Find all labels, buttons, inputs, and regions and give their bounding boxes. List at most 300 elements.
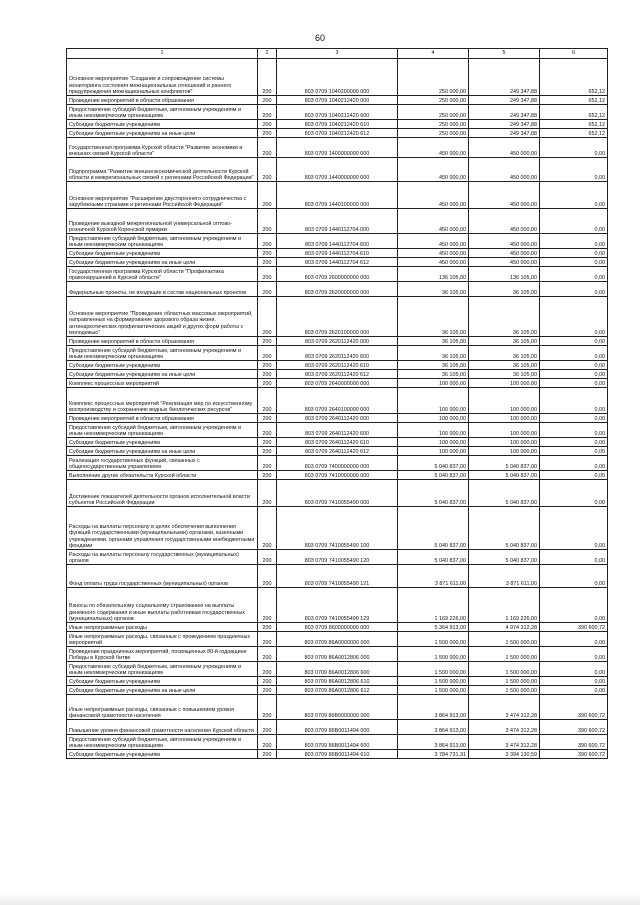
table-row xyxy=(67,632,608,647)
fact-cell: 100 000,00 xyxy=(469,423,540,438)
row-name-cell: Субсидии бюджетным учреждениям xyxy=(67,249,258,258)
code-cell: 803 0709 2640112420 610 xyxy=(277,438,398,447)
ved-cell: 200 xyxy=(258,423,277,438)
remainder-cell: 0,00 xyxy=(540,158,608,182)
remainder-cell: 0,00 xyxy=(540,370,608,379)
code-cell: 803 0709 2640100000 000 xyxy=(277,388,398,414)
row-name-cell: Субсидии бюджетным учреждениям на иные цели xyxy=(67,129,258,138)
table-row xyxy=(67,138,608,158)
row-name-cell: Субсидии бюджетным учреждениям xyxy=(67,750,258,759)
table-row xyxy=(67,282,608,297)
remainder-cell: 0,00 xyxy=(540,662,608,677)
plan-cell: 3 784 731,31 xyxy=(398,750,469,759)
ved-cell: 200 xyxy=(258,129,277,138)
fact-cell: 100 000,00 xyxy=(469,379,540,388)
table-row xyxy=(67,297,608,337)
table-row xyxy=(67,647,608,662)
table-row xyxy=(67,480,608,507)
code-cell: 803 0709 7400000000 000 xyxy=(277,456,398,471)
fact-cell: 450 000,00 xyxy=(469,234,540,249)
table-row xyxy=(67,471,608,480)
fact-cell: 450 000,00 xyxy=(469,249,540,258)
fact-cell: 100 000,00 xyxy=(469,414,540,423)
fact-cell: 249 347,88 xyxy=(469,129,540,138)
table-row xyxy=(67,388,608,414)
row-name-cell: Федеральные проекты, не входящие в состав национальных проектов xyxy=(67,282,258,297)
code-cell: 803 0709 86B0011494 600 xyxy=(277,735,398,750)
remainder-cell: 0,00 xyxy=(540,379,608,388)
code-cell: 803 0709 7410055490 121 xyxy=(277,565,398,588)
ved-cell: 200 xyxy=(258,438,277,447)
code-cell: 803 0709 2640112420 600 xyxy=(277,423,398,438)
row-name-cell: Субсидии бюджетным учреждениям на иные цели xyxy=(67,258,258,267)
fact-cell: 249 347,88 xyxy=(469,120,540,129)
ved-cell: 200 xyxy=(258,647,277,662)
fact-cell: 36 105,00 xyxy=(469,361,540,370)
fact-cell: 1 500 000,00 xyxy=(469,677,540,686)
ved-cell: 200 xyxy=(258,388,277,414)
row-name-cell: Выполнение других обязательств Курской области xyxy=(67,471,258,480)
row-name-cell: Государственная программа Курской области "Профилактика правонарушений в Курской области" xyxy=(67,267,258,282)
remainder-cell: 0,00 xyxy=(540,447,608,456)
column-header: 5 xyxy=(469,49,540,59)
ved-cell: 200 xyxy=(258,282,277,297)
fact-cell: 36 105,00 xyxy=(469,282,540,297)
table-row xyxy=(67,677,608,686)
fact-cell: 1 500 000,00 xyxy=(469,647,540,662)
ved-cell: 200 xyxy=(258,632,277,647)
code-cell: 803 0709 2620112420 612 xyxy=(277,370,398,379)
plan-cell: 250 000,00 xyxy=(398,129,469,138)
plan-cell: 1 169 226,00 xyxy=(398,588,469,623)
fact-cell: 136 105,00 xyxy=(469,267,540,282)
ved-cell: 200 xyxy=(258,735,277,750)
code-cell: 803 0709 1040212420 600 xyxy=(277,105,398,120)
code-cell: 803 0709 2640000000 000 xyxy=(277,379,398,388)
code-cell: 803 0709 1440112704 610 xyxy=(277,249,398,258)
table-row xyxy=(67,209,608,234)
code-cell: 803 0709 1440000000 000 xyxy=(277,158,398,182)
column-header: 1 xyxy=(67,49,258,59)
table-row xyxy=(67,361,608,370)
ved-cell: 200 xyxy=(258,456,277,471)
fact-cell: 36 105,00 xyxy=(469,346,540,361)
table-row xyxy=(67,337,608,346)
code-cell: 803 0709 7410000000 000 xyxy=(277,471,398,480)
plan-cell: 3 864 913,00 xyxy=(398,735,469,750)
remainder-cell: 652,12 xyxy=(540,129,608,138)
fact-cell: 249 347,88 xyxy=(469,59,540,96)
plan-cell: 100 000,00 xyxy=(398,379,469,388)
fact-cell: 3 871 611,00 xyxy=(469,565,540,588)
remainder-cell: 0,00 xyxy=(540,471,608,480)
fact-cell: 249 347,88 xyxy=(469,105,540,120)
fact-cell: 249 347,88 xyxy=(469,96,540,105)
remainder-cell: 0,00 xyxy=(540,588,608,623)
table-row xyxy=(67,249,608,258)
code-cell: 803 0709 1440112704 600 xyxy=(277,234,398,249)
plan-cell: 5 040 837,00 xyxy=(398,471,469,480)
fact-cell: 5 040 837,00 xyxy=(469,471,540,480)
column-header: 6 xyxy=(540,49,608,59)
remainder-cell: 0,00 xyxy=(540,337,608,346)
plan-cell: 250 000,00 xyxy=(398,105,469,120)
fact-cell: 1 500 000,00 xyxy=(469,662,540,677)
remainder-cell: 0,00 xyxy=(540,438,608,447)
ved-cell: 200 xyxy=(258,158,277,182)
fact-cell: 1 500 000,00 xyxy=(469,686,540,695)
ved-cell: 200 xyxy=(258,234,277,249)
table-row xyxy=(67,447,608,456)
ved-cell: 200 xyxy=(258,346,277,361)
ved-cell: 200 xyxy=(258,414,277,423)
ved-cell: 200 xyxy=(258,677,277,686)
table-row xyxy=(67,129,608,138)
code-cell: 803 0709 1400000000 000 xyxy=(277,138,398,158)
code-cell: 803 0709 1040212420 610 xyxy=(277,120,398,129)
table-row xyxy=(67,588,608,623)
plan-cell: 250 000,00 xyxy=(398,96,469,105)
fact-cell: 36 105,00 xyxy=(469,297,540,337)
row-name-cell: Проведение праздничных мероприятий, посвященных 80-й годовщине Победы в Курской битве xyxy=(67,647,258,662)
remainder-cell: 0,00 xyxy=(540,182,608,209)
table-row xyxy=(67,507,608,550)
plan-cell: 450 000,00 xyxy=(398,258,469,267)
table-row xyxy=(67,720,608,735)
plan-cell: 1 500 000,00 xyxy=(398,686,469,695)
ved-cell: 200 xyxy=(258,550,277,565)
ved-cell: 200 xyxy=(258,662,277,677)
remainder-cell: 0,00 xyxy=(540,677,608,686)
code-cell: 803 0709 86B0011494 000 xyxy=(277,720,398,735)
table-row xyxy=(67,414,608,423)
ved-cell: 200 xyxy=(258,507,277,550)
row-name-cell: Иные непрограммные расходы, связанные с повышением уровня финансовой грамотности населения xyxy=(67,695,258,720)
remainder-cell: 0,00 xyxy=(540,258,608,267)
table-row xyxy=(67,105,608,120)
plan-cell: 100 000,00 xyxy=(398,423,469,438)
table-row xyxy=(67,258,608,267)
row-name-cell: Субсидии бюджетным учреждениям xyxy=(67,677,258,686)
row-name-cell: Государственная программа Курской области "Развитие экономики и внешних связей Курской области" xyxy=(67,138,258,158)
remainder-cell: 390 600,72 xyxy=(540,735,608,750)
row-name-cell: Субсидии бюджетным учреждениям xyxy=(67,120,258,129)
plan-cell: 450 000,00 xyxy=(398,234,469,249)
fact-cell: 3 474 312,28 xyxy=(469,735,540,750)
code-cell: 803 0709 7410055490 120 xyxy=(277,550,398,565)
remainder-cell: 0,00 xyxy=(540,267,608,282)
row-name-cell: Субсидии бюджетным учреждениям xyxy=(67,361,258,370)
row-name-cell: Реализация государственных функций, связанных с общегосударственным управлением xyxy=(67,456,258,471)
table-row xyxy=(67,565,608,588)
remainder-cell: 0,00 xyxy=(540,686,608,695)
row-name-cell: Основное мероприятие "Проведение областных массовых мероприятий, направленных на формирование здорового образа жизни, антинаркотических профилактических акций и других форм работы с молодежью" xyxy=(67,297,258,337)
remainder-cell: 0,00 xyxy=(540,234,608,249)
plan-cell: 250 000,00 xyxy=(398,120,469,129)
code-cell: 803 0709 2620112420 610 xyxy=(277,361,398,370)
row-name-cell: Предоставление субсидий бюджетным, автономным учреждениям и иным некоммерческим организациям xyxy=(67,735,258,750)
row-name-cell: Иные непрограммные расходы xyxy=(67,623,258,632)
table-row xyxy=(67,96,608,105)
plan-cell: 36 105,00 xyxy=(398,370,469,379)
plan-cell: 3 871 611,00 xyxy=(398,565,469,588)
table-row xyxy=(67,750,608,759)
fact-cell: 1 169 226,00 xyxy=(469,588,540,623)
code-cell: 803 0709 7410055490 129 xyxy=(277,588,398,623)
column-header: 4 xyxy=(398,49,469,59)
table-row xyxy=(67,346,608,361)
code-cell: 803 0709 86B0011494 610 xyxy=(277,750,398,759)
plan-cell: 100 000,00 xyxy=(398,447,469,456)
table-row xyxy=(67,662,608,677)
plan-cell: 1 500 000,00 xyxy=(398,632,469,647)
remainder-cell: 0,00 xyxy=(540,282,608,297)
ved-cell: 200 xyxy=(258,480,277,507)
fact-cell: 450 000,00 xyxy=(469,182,540,209)
ved-cell: 200 xyxy=(258,370,277,379)
plan-cell: 36 105,00 xyxy=(398,337,469,346)
header-row xyxy=(67,49,608,59)
remainder-cell: 0,00 xyxy=(540,632,608,647)
table-row xyxy=(67,735,608,750)
plan-cell: 136 105,00 xyxy=(398,267,469,282)
ved-cell: 200 xyxy=(258,138,277,158)
row-name-cell: Проведение мероприятий в области образования xyxy=(67,96,258,105)
ved-cell: 200 xyxy=(258,565,277,588)
row-name-cell: Предоставление субсидий бюджетным, автономным учреждениям и иным некоммерческим организациям xyxy=(67,234,258,249)
code-cell: 803 0709 2640112420 612 xyxy=(277,447,398,456)
row-name-cell: Подпрограмма "Развитие внешнеэкономической деятельности Курской области и межрегиональных связей с регионами Российской Федерации" xyxy=(67,158,258,182)
plan-cell: 36 105,00 xyxy=(398,282,469,297)
ved-cell: 200 xyxy=(258,258,277,267)
remainder-cell: 0,00 xyxy=(540,361,608,370)
code-cell: 803 0709 1440112704 000 xyxy=(277,209,398,234)
plan-cell: 1 500 000,00 xyxy=(398,647,469,662)
code-cell: 803 0709 86A0012806 612 xyxy=(277,686,398,695)
fact-cell: 450 000,00 xyxy=(469,209,540,234)
remainder-cell: 652,12 xyxy=(540,105,608,120)
table-row xyxy=(67,686,608,695)
row-name-cell: Субсидии бюджетным учреждениям на иные цели xyxy=(67,686,258,695)
plan-cell: 450 000,00 xyxy=(398,249,469,258)
row-name-cell: Основное мероприятие "Расширение двустороннего сотрудничества с зарубежными странами и регионами Российской Федерации" xyxy=(67,182,258,209)
plan-cell: 36 105,00 xyxy=(398,346,469,361)
ved-cell: 200 xyxy=(258,182,277,209)
fact-cell: 450 000,00 xyxy=(469,158,540,182)
ved-cell: 200 xyxy=(258,267,277,282)
code-cell: 803 0709 1040200000 000 xyxy=(277,59,398,96)
plan-cell: 1 500 000,00 xyxy=(398,662,469,677)
fact-cell: 100 000,00 xyxy=(469,438,540,447)
row-name-cell: Субсидии бюджетным учреждениям xyxy=(67,438,258,447)
code-cell: 803 0709 86B0000000 000 xyxy=(277,695,398,720)
ved-cell: 200 xyxy=(258,623,277,632)
row-name-cell: Достижение показателей деятельности органов исполнительной власти субъектов Российской Федерации xyxy=(67,480,258,507)
plan-cell: 1 500 000,00 xyxy=(398,677,469,686)
row-name-cell: Расходы на выплаты персоналу в целях обеспечения выполнения функций государственными (муниципальными) органами, казенными учреждениями, органами управления государственными внебюджетными фондами xyxy=(67,507,258,550)
ved-cell: 200 xyxy=(258,120,277,129)
row-name-cell: Проведение мероприятий в области образования xyxy=(67,414,258,423)
remainder-cell: 0,00 xyxy=(540,480,608,507)
ved-cell: 200 xyxy=(258,337,277,346)
remainder-cell: 0,00 xyxy=(540,647,608,662)
table-row xyxy=(67,456,608,471)
code-cell: 803 0709 86A0012806 000 xyxy=(277,647,398,662)
column-header: 3 xyxy=(277,49,398,59)
fact-cell: 4 974 312,28 xyxy=(469,623,540,632)
plan-cell: 36 105,00 xyxy=(398,297,469,337)
plan-cell: 250 000,00 xyxy=(398,59,469,96)
fact-cell: 100 000,00 xyxy=(469,388,540,414)
remainder-cell: 390 600,72 xyxy=(540,720,608,735)
remainder-cell: 0,00 xyxy=(540,456,608,471)
ved-cell: 200 xyxy=(258,249,277,258)
remainder-cell: 0,00 xyxy=(540,565,608,588)
row-name-cell: Фонд оплаты труда государственных (муниципальных) органов xyxy=(67,565,258,588)
ved-cell: 200 xyxy=(258,96,277,105)
fact-cell: 1 500 000,00 xyxy=(469,632,540,647)
fact-cell: 3 474 312,28 xyxy=(469,720,540,735)
plan-cell: 450 000,00 xyxy=(398,158,469,182)
code-cell: 803 0709 86A0012806 600 xyxy=(277,662,398,677)
plan-cell: 450 000,00 xyxy=(398,138,469,158)
ved-cell: 200 xyxy=(258,686,277,695)
code-cell: 803 0709 2640112420 000 xyxy=(277,414,398,423)
fact-cell: 5 040 837,00 xyxy=(469,507,540,550)
row-name-cell: Комплекс процессных мероприятий xyxy=(67,379,258,388)
remainder-cell: 390 600,72 xyxy=(540,623,608,632)
table-row xyxy=(67,267,608,282)
fact-cell: 36 105,00 xyxy=(469,370,540,379)
ved-cell: 200 xyxy=(258,695,277,720)
remainder-cell: 0,00 xyxy=(540,414,608,423)
plan-cell: 5 040 837,00 xyxy=(398,507,469,550)
ved-cell: 200 xyxy=(258,447,277,456)
fact-cell: 450 000,00 xyxy=(469,258,540,267)
remainder-cell: 0,00 xyxy=(540,346,608,361)
plan-cell: 100 000,00 xyxy=(398,438,469,447)
code-cell: 803 0709 1440112704 612 xyxy=(277,258,398,267)
code-cell: 803 0709 7410055490 000 xyxy=(277,480,398,507)
table-row xyxy=(67,423,608,438)
remainder-cell: 0,00 xyxy=(540,138,608,158)
ved-cell: 200 xyxy=(258,209,277,234)
remainder-cell: 390 600,72 xyxy=(540,695,608,720)
plan-cell: 100 000,00 xyxy=(398,414,469,423)
fact-cell: 100 000,00 xyxy=(469,447,540,456)
plan-cell: 450 000,00 xyxy=(398,182,469,209)
ved-cell: 200 xyxy=(258,361,277,370)
table-row xyxy=(67,59,608,96)
table-row xyxy=(67,623,608,632)
table-row xyxy=(67,550,608,565)
remainder-cell: 652,12 xyxy=(540,96,608,105)
row-name-cell: Субсидии бюджетным учреждениям на иные цели xyxy=(67,447,258,456)
fact-cell: 5 040 837,00 xyxy=(469,550,540,565)
column-header: 2 xyxy=(258,49,277,59)
table-row xyxy=(67,695,608,720)
plan-cell: 5 040 837,00 xyxy=(398,550,469,565)
table-row xyxy=(67,438,608,447)
plan-cell: 36 105,00 xyxy=(398,361,469,370)
ved-cell: 200 xyxy=(258,105,277,120)
table-row xyxy=(67,379,608,388)
plan-cell: 450 000,00 xyxy=(398,209,469,234)
code-cell: 803 0709 2620000000 000 xyxy=(277,282,398,297)
row-name-cell: Комплекс процессных мероприятий "Реализация мер по искусственному воспроизводству и сохранению водных биологических ресурсов" xyxy=(67,388,258,414)
row-name-cell: Предоставление субсидий бюджетным, автономным учреждениям и иным некоммерческим организациям xyxy=(67,423,258,438)
page-number: 60 xyxy=(314,33,325,43)
code-cell: 803 0709 1040212420 000 xyxy=(277,96,398,105)
ved-cell: 200 xyxy=(258,588,277,623)
fact-cell: 3 474 312,28 xyxy=(469,695,540,720)
row-name-cell: Расходы на выплаты персоналу государственных (муниципальных) органов xyxy=(67,550,258,565)
fact-cell: 3 394 130,59 xyxy=(469,750,540,759)
remainder-cell: 0,00 xyxy=(540,249,608,258)
fact-cell: 36 105,00 xyxy=(469,337,540,346)
code-cell: 803 0709 7410055490 100 xyxy=(277,507,398,550)
plan-cell: 5 364 913,00 xyxy=(398,623,469,632)
code-cell: 803 0709 1040212420 612 xyxy=(277,129,398,138)
fact-cell: 450 000,00 xyxy=(469,138,540,158)
ved-cell: 200 xyxy=(258,59,277,96)
budget-table xyxy=(66,48,608,759)
code-cell: 803 0709 8600000000 000 xyxy=(277,623,398,632)
remainder-cell: 0,00 xyxy=(540,297,608,337)
row-name-cell: Повышение уровня финансовой грамотности населения Курской области xyxy=(67,720,258,735)
plan-cell: 5 040 837,00 xyxy=(398,480,469,507)
table-row xyxy=(67,370,608,379)
row-name-cell: Основное мероприятие "Создание и сопровождение системы мониторинга состояния межнациональных отношений и раннего предупреждения межнациональных конфликтов" xyxy=(67,59,258,96)
fact-cell: 5 040 837,00 xyxy=(469,480,540,507)
ved-cell: 200 xyxy=(258,750,277,759)
code-cell: 803 0709 2620112420 600 xyxy=(277,346,398,361)
table-row xyxy=(67,120,608,129)
remainder-cell: 0,00 xyxy=(540,550,608,565)
remainder-cell: 0,00 xyxy=(540,209,608,234)
plan-cell: 100 000,00 xyxy=(398,388,469,414)
fact-cell: 5 040 837,00 xyxy=(469,456,540,471)
row-name-cell: Проведение выездной межрегиональной универсальной оптово-розничной Курской Коренской ярмарки xyxy=(67,209,258,234)
ved-cell: 200 xyxy=(258,471,277,480)
row-name-cell: Предоставление субсидий бюджетным, автономным учреждениям и иным некоммерческим организациям xyxy=(67,662,258,677)
plan-cell: 3 864 913,00 xyxy=(398,695,469,720)
code-cell: 803 0709 2620100000 000 xyxy=(277,297,398,337)
row-name-cell: Взносы по обязательному социальному страхованию на выплаты денежного содержания и иные выплаты работникам государственных (муниципальных) органов xyxy=(67,588,258,623)
code-cell: 803 0709 1440100000 000 xyxy=(277,182,398,209)
row-name-cell: Проведение мероприятий в области образования xyxy=(67,337,258,346)
code-cell: 803 0709 86A0012806 610 xyxy=(277,677,398,686)
ved-cell: 200 xyxy=(258,297,277,337)
table-row xyxy=(67,158,608,182)
ved-cell: 200 xyxy=(258,720,277,735)
remainder-cell: 0,00 xyxy=(540,423,608,438)
table-row xyxy=(67,182,608,209)
code-cell: 803 0709 2600000000 000 xyxy=(277,267,398,282)
row-name-cell: Субсидии бюджетным учреждениям на иные цели xyxy=(67,370,258,379)
row-name-cell: Иные непрограммные расходы, связанные с проведением праздничных мероприятий xyxy=(67,632,258,647)
plan-cell: 5 040 837,00 xyxy=(398,456,469,471)
remainder-cell: 0,00 xyxy=(540,388,608,414)
remainder-cell: 652,12 xyxy=(540,120,608,129)
row-name-cell: Предоставление субсидий бюджетным, автономным учреждениям и иным некоммерческим организациям xyxy=(67,105,258,120)
table-row xyxy=(67,234,608,249)
remainder-cell: 0,00 xyxy=(540,507,608,550)
code-cell: 803 0709 86A0000000 000 xyxy=(277,632,398,647)
ved-cell: 200 xyxy=(258,379,277,388)
scan-edge xyxy=(0,891,640,905)
code-cell: 803 0709 2620112420 000 xyxy=(277,337,398,346)
